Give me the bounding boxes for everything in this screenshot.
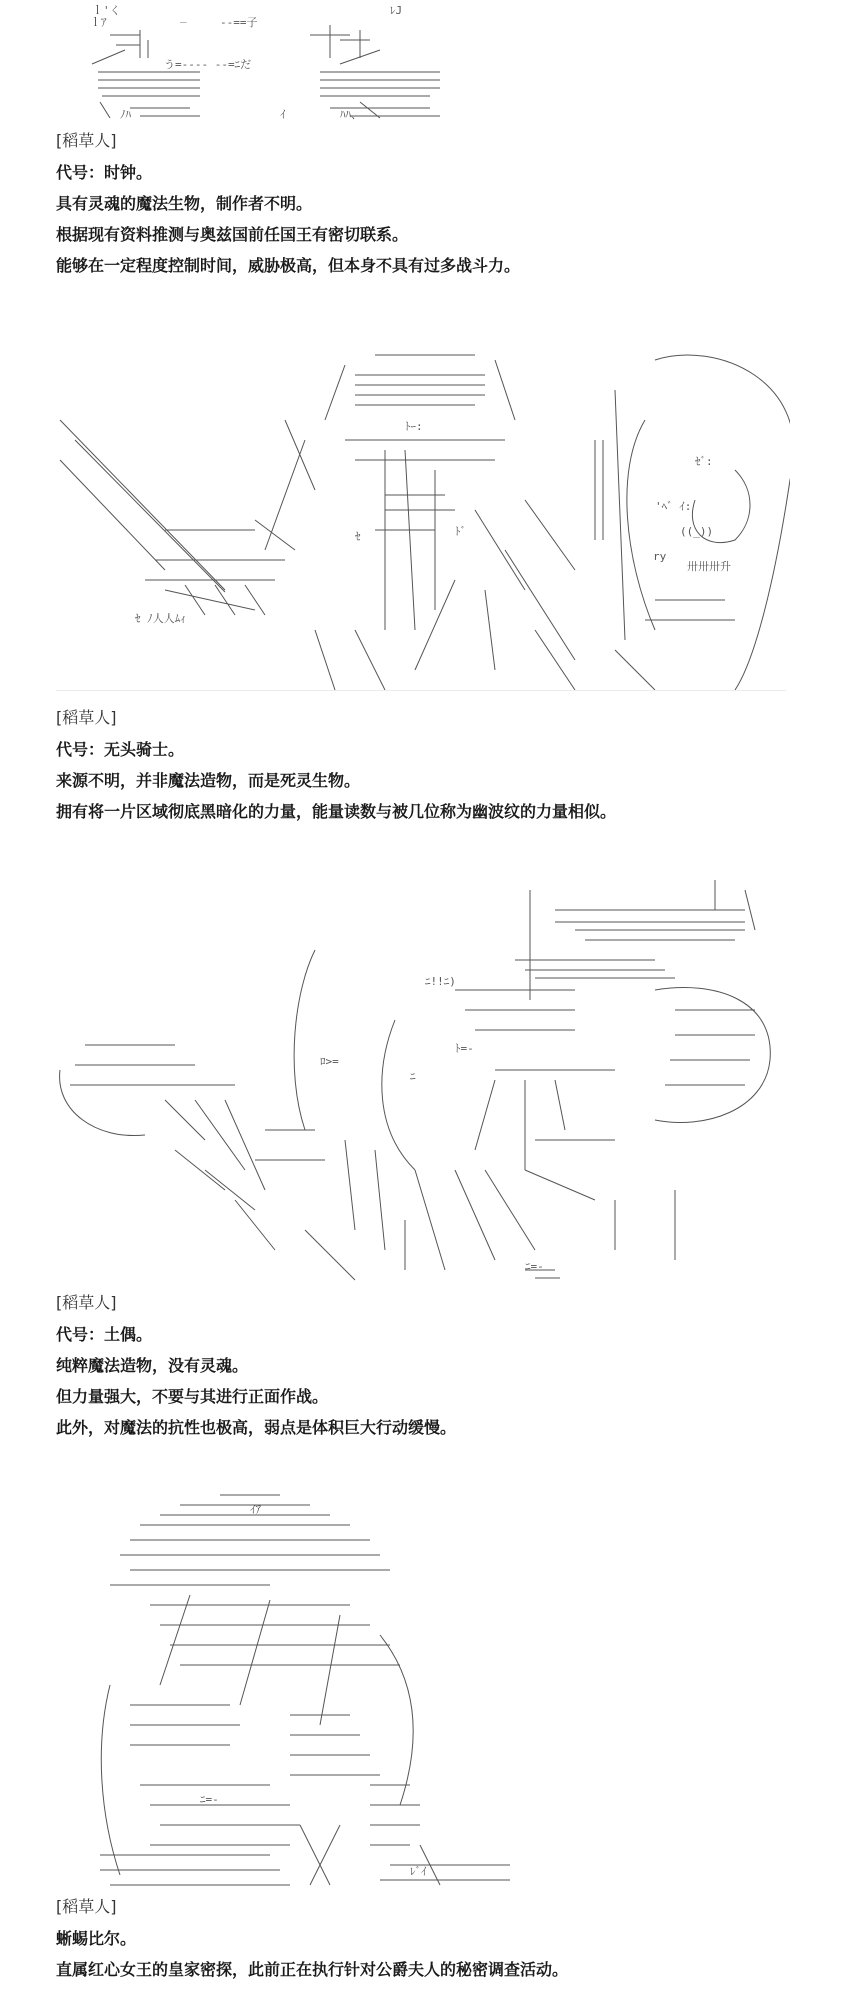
entry-tag: [稻草人] <box>56 131 117 150</box>
entry-line: 拥有将一片区域彻底黑暗化的力量，能量读数与被几位称为幽波纹的力量相似。 <box>56 802 617 821</box>
svg-text:ｾﾞ:: ｾﾞ: <box>695 455 713 468</box>
ascii-art-headless-knight <box>55 330 790 690</box>
svg-text:ﾊﾊ、: ﾊﾊ、 <box>340 108 362 121</box>
svg-text:ﾉﾊ: ﾉﾊ <box>120 108 131 121</box>
entry-tag: [稻草人] <box>56 708 117 727</box>
knight-text-bars: 卅卅卅升 <box>687 560 731 573</box>
entry-line: 来源不明，并非魔法造物，而是死灵生物。 <box>56 771 361 790</box>
svg-text:_: _ <box>180 10 187 23</box>
entry-line: 直属红心女王的皇家密探，此前正在执行针对公爵夫人的秘密调查活动。 <box>56 1960 569 1979</box>
lizard-text-2: ﾆ=- <box>200 1793 219 1806</box>
golem-text-3: ﾄ=- <box>455 1042 474 1055</box>
svg-text:ﾚﾞｲ: ﾚﾞｲ <box>410 1865 427 1878</box>
entry-codename: 代号：无头骑士。 <box>56 740 185 759</box>
svg-text:ｾ ﾉ人人ﾑｨ: ｾ ﾉ人人ﾑｨ <box>135 612 186 625</box>
svg-text:ﾆ=-: ﾆ=- <box>525 1260 544 1273</box>
entry-line: 根据现有资料推测与奥兹国前任国王有密切联系。 <box>56 225 409 244</box>
entry-headless-knight <box>56 707 816 832</box>
svg-text:ﾄﾞ: ﾄﾞ <box>455 525 466 538</box>
svg-text:ｌ'く: ｌ'く <box>92 4 121 17</box>
entry-tag: [稻草人] <box>56 1293 117 1312</box>
svg-text:ﾆ: ﾆ <box>410 1070 416 1083</box>
entry-clock <box>56 130 816 286</box>
entry-line: 纯粹魔法造物，没有灵魂。 <box>56 1356 249 1375</box>
entry-line: 能够在一定程度控制时间，威胁极高，但本身不具有过多战斗力。 <box>56 256 521 275</box>
ascii-art-lizard-bill <box>90 1485 530 1895</box>
entry-tag: [稻草人] <box>56 1897 117 1916</box>
svg-text:ｾ: ｾ <box>355 530 361 543</box>
entry-golem <box>56 1292 816 1448</box>
entry-line: 此外，对魔法的抗性也极高，弱点是体积巨大行动缓慢。 <box>56 1418 457 1437</box>
svg-text:ﾄｰ:: ﾄｰ: <box>405 420 423 433</box>
ascii-art-clock <box>80 0 440 125</box>
knight-text-ry: ry <box>653 550 667 563</box>
ascii-art-golem <box>55 870 785 1290</box>
svg-text:ｲ: ｲ <box>280 108 286 121</box>
entry-codename: 蜥蜴比尔。 <box>56 1929 137 1948</box>
entry-lizard-bill <box>56 1896 816 1990</box>
section-divider <box>56 690 786 691</box>
golem-text-1: ﾆ!!ﾆ) <box>425 975 456 988</box>
clock-text-2: う=---- --=ﾆだ <box>164 58 252 71</box>
golem-text-2: ﾛ>= <box>320 1055 339 1068</box>
entry-line: 具有灵魂的魔法生物，制作者不明。 <box>56 194 313 213</box>
lizard-text-1: ｲｱ <box>250 1503 261 1516</box>
svg-text:ｌｱ: ｌｱ <box>90 16 107 29</box>
svg-text:((_)): ((_)) <box>680 525 714 538</box>
clock-text-1: --==子 <box>220 16 258 29</box>
svg-text:ﾚJ: ﾚJ <box>390 4 403 17</box>
entry-line: 但力量强大，不要与其进行正面作战。 <box>56 1387 329 1406</box>
svg-text:'ﾍﾞ ｲ:: 'ﾍﾞ ｲ: <box>655 500 692 513</box>
entry-codename: 代号：土偶。 <box>56 1325 153 1344</box>
entry-codename: 代号：时钟。 <box>56 163 153 182</box>
